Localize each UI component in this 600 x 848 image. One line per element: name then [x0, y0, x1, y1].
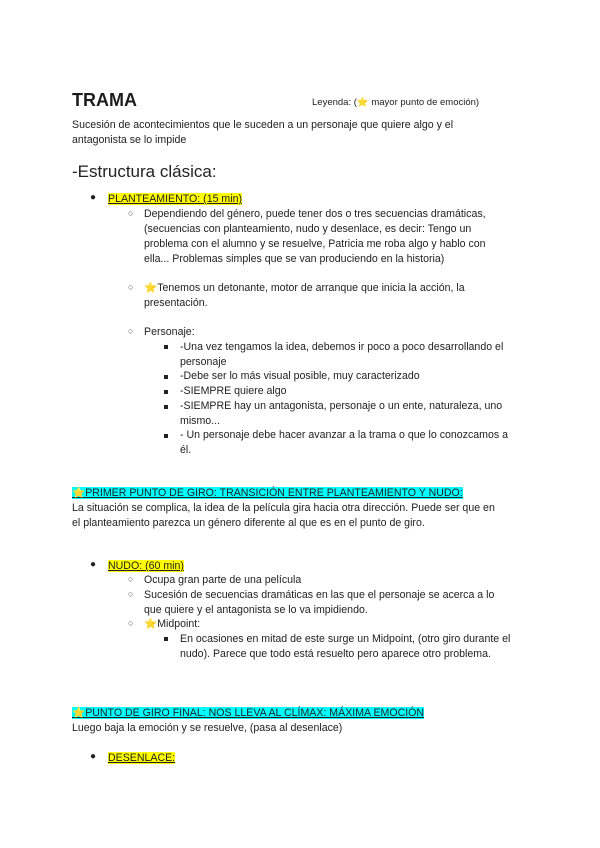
circle-bullet-icon: ○ — [128, 282, 134, 292]
nudo-item: Ocupa gran parte de una película — [144, 574, 302, 586]
giro1-line: La situación se complica, la idea de la película gira hacia otra dirección. Puede ser que en — [72, 502, 495, 514]
square-bullet-icon — [164, 390, 168, 394]
giro1-text — [72, 501, 495, 531]
section-heading: -Estructura clásica: — [72, 162, 217, 181]
square-bullet-icon — [164, 345, 168, 349]
personaje-item: -Debe ser lo más visual posible, muy caracterizado — [180, 370, 420, 382]
personaje-label: Personaje: — [144, 326, 195, 338]
square-bullet-icon — [164, 375, 168, 379]
planteamiento-label-text: PLANTEAMIENTO: (15 min) — [108, 193, 243, 205]
nudo-label — [108, 559, 184, 574]
nudo-label-text: NUDO: (60 min) — [108, 560, 184, 572]
circle-bullet-icon: ○ — [128, 326, 134, 336]
item-line: -SIEMPRE hay un antagonista, personaje o un ente, naturaleza, uno — [180, 400, 503, 412]
midpoint-line: nudo). Parece que todo está resuelto pero aparece otro problema. — [180, 648, 491, 660]
intro-line: Sucesión de acontecimientos que le suceden a un personaje que quiere algo y el — [72, 119, 454, 131]
circle-bullet-icon: ○ — [128, 574, 134, 584]
circle-bullet-icon: ○ — [128, 208, 134, 218]
intro-text — [72, 118, 453, 148]
item-line: -Una vez tengamos la idea, debemos ir poco a poco desarrollando el — [180, 341, 504, 353]
square-bullet-icon — [164, 405, 168, 409]
bullet-dot-icon: ● — [90, 559, 97, 570]
item-line: ella... Problemas simples que se van produciendo en la historia) — [144, 253, 445, 265]
personaje-item — [180, 428, 508, 458]
square-bullet-icon — [164, 434, 168, 438]
page-title: TRAMA — [72, 90, 137, 110]
nudo-item — [144, 588, 494, 618]
circle-bullet-icon: ○ — [128, 589, 134, 599]
legend: Leyenda: (⭐ mayor punto de emoción) — [312, 97, 480, 108]
giro-final-heading — [72, 706, 424, 721]
desenlace-label-text: DESENLACE: — [108, 752, 176, 764]
midpoint-line: En ocasiones en mitad de este surge un Midpoint, (otro giro durante el — [180, 633, 511, 645]
item-line: que quiere y el antagonista se lo va impidiendo. — [144, 604, 368, 616]
bullet-dot-icon: ● — [90, 192, 97, 203]
personaje-item: -SIEMPRE quiere algo — [180, 385, 287, 397]
giro1-label: ⭐PRIMER PUNTO DE GIRO: TRANSICIÓN ENTRE PLANTEAMIENTO Y NUDO: — [72, 487, 463, 499]
item-line: presentación. — [144, 297, 208, 309]
item-line: él. — [180, 444, 192, 456]
item-line: problema con el alumno y se resuelve, Patricia me roba algo y hablo con — [144, 238, 486, 250]
square-bullet-icon — [164, 637, 168, 641]
giro-final-label: ⭐PUNTO DE GIRO FINAL: NOS LLEVA AL CLÍMAX: MÁXIMA EMOCIÓN — [72, 707, 425, 719]
midpoint-text — [180, 632, 510, 662]
bullet-dot-icon: ● — [90, 751, 97, 762]
item-line: (secuencias con planteamiento, nudo y desenlace, es decir: Tengo un — [144, 223, 472, 235]
personaje-item — [180, 399, 502, 429]
personaje-item — [180, 340, 503, 370]
item-line: mismo... — [180, 415, 221, 427]
planteamiento-label — [108, 192, 242, 207]
planteamiento-item — [144, 281, 465, 311]
item-line: Dependiendo del género, puede tener dos o tres secuencias dramáticas, — [144, 208, 486, 220]
item-line: - Un personaje debe hacer avanzar a la trama o que lo conozcamos a — [180, 429, 509, 441]
giro1-line: el planteamiento parezca un género diferente al que es en el punto de giro. — [72, 517, 425, 529]
item-line: personaje — [180, 356, 227, 368]
giro-final-text: Luego baja la emoción y se resuelve, (pasa al desenlace) — [72, 722, 343, 734]
circle-bullet-icon: ○ — [128, 618, 134, 628]
giro1-heading — [72, 486, 463, 501]
desenlace-label — [108, 751, 175, 766]
planteamiento-item — [144, 207, 486, 267]
intro-line: antagonista se lo impide — [72, 134, 187, 146]
item-line: Sucesión de secuencias dramáticas en las que el personaje se acerca a lo — [144, 589, 495, 601]
midpoint-label: ⭐Midpoint: — [144, 618, 201, 630]
item-line: ⭐Tenemos un detonante, motor de arranque que inicia la acción, la — [144, 282, 465, 294]
